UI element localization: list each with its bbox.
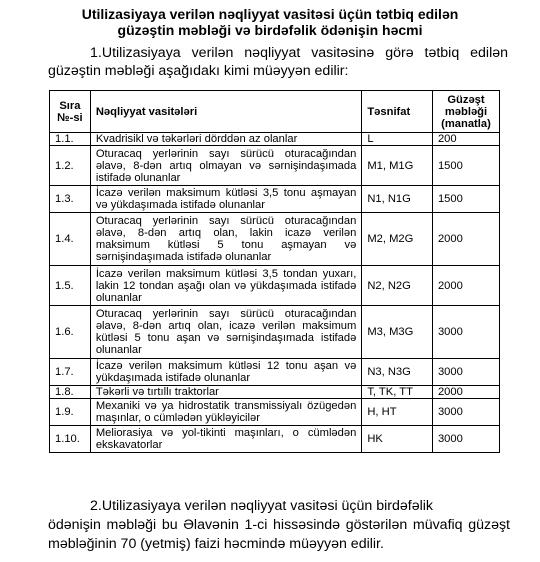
row-amount: 2000 — [432, 386, 499, 399]
row-description: Oturacaq yerlərinin sayı sürücü oturacağından əlavə, 8-dən artıq olmayan və sərnişindaşımada istifadə olunanlar — [90, 146, 362, 186]
row-number: 1.5. — [50, 266, 91, 306]
discount-table — [49, 90, 500, 453]
table-row — [50, 266, 500, 306]
row-classification: M1, M1G — [362, 146, 433, 186]
table-row — [50, 386, 500, 399]
row-number: 1.9. — [50, 399, 91, 426]
header-amount-line-2: məbləği — [444, 105, 488, 118]
header-amount-line-3: (manatla) — [441, 117, 491, 130]
row-number: 1.4. — [50, 213, 91, 266]
row-description: Oturacaq yerlərinin sayı sürücü oturacağından əlavə, 8-dən artıq olan, lakin icazə verilən maksimum kütləsi 5 tonu aşmayan və sərnişindaşımada istifadə olunanlar — [90, 213, 362, 266]
table-row — [50, 146, 500, 186]
header-number-line-1: Sıra — [59, 99, 81, 112]
row-classification: T, TK, TT — [362, 386, 433, 399]
row-number: 1.8. — [50, 386, 91, 399]
row-amount: 3000 — [432, 426, 499, 453]
row-amount: 200 — [432, 133, 499, 146]
row-amount: 3000 — [432, 399, 499, 426]
closing-text: ödənişin məbləği bu Əlavənin 1-ci hissəsində göstərilən müvafiq güzəşt məbləğinin 70 (yetmiş) faizi həcmində müəyyən edilir. — [48, 517, 510, 552]
row-description: Təkərli və tırtıllı traktorlar — [90, 386, 362, 399]
row-classification: N3, N3G — [362, 359, 433, 386]
row-number: 1.3. — [50, 186, 91, 213]
row-description: Meliorasiya və yol-tikinti maşınları, o cümlədən ekskavatorlar — [90, 426, 362, 453]
row-classification: L — [362, 133, 433, 146]
row-amount: 3000 — [432, 359, 499, 386]
table-row — [50, 186, 500, 213]
row-amount: 3000 — [432, 306, 499, 359]
row-description: İcazə verilən maksimum kütləsi 12 tonu aşan və yükdaşımada istifadə olunanlar — [90, 359, 362, 386]
row-amount: 2000 — [432, 266, 499, 306]
row-description: Mexaniki və ya hidrostatik transmissiyalı özügedən maşınlar, o cümlədən yükləyicilər — [90, 399, 362, 426]
table-row — [50, 359, 500, 386]
table-row — [50, 426, 500, 453]
row-description: İcazə verilən maksimum kütləsi 3,5 tondan yuxarı, lakin 12 tondan aşağı olan və yükdaşımada istifadə olunanlar — [90, 266, 362, 306]
table-row — [50, 133, 500, 146]
header-vehicles: Nəqliyyat vasitələri — [90, 91, 362, 133]
table-row — [50, 213, 500, 266]
row-number: 1.6. — [50, 306, 91, 359]
row-classification: M2, M2G — [362, 213, 433, 266]
header-amount-line-1: Güzəşt — [447, 93, 485, 106]
table-row — [50, 306, 500, 359]
row-amount: 1500 — [432, 186, 499, 213]
row-classification: H, HT — [362, 399, 433, 426]
header-classification: Təsnifat — [362, 91, 433, 133]
intro-line-1: 1.Utilizasiyaya verilən nəqliyyat vasitəsinə görə tətbiq edilən — [90, 45, 508, 61]
closing-line-1: 2.Utilizasiyaya verilən nəqliyyat vasitəsi üçün birdəfəlik — [90, 498, 434, 514]
table-header-row — [50, 91, 500, 133]
row-amount: 2000 — [432, 213, 499, 266]
row-description: Oturacaq yerlərinin sayı sürücü oturacağından əlavə, 8-dən artıq olan, icazə verilən maksimum kütləsi 5 tonu aşan və sərnişindaşımada istifadə olunanlar — [90, 306, 362, 359]
row-classification: M3, M3G — [362, 306, 433, 359]
header-number — [50, 91, 91, 133]
title-line-2: güzəştin məbləği və birdəfəlik ödənişin həcmi — [117, 22, 423, 38]
row-number: 1.10. — [50, 426, 91, 453]
row-description: İcazə verilən maksimum kütləsi 3,5 tonu aşmayan və yükdaşımada istifadə olunanlar — [90, 186, 362, 213]
header-amount — [432, 91, 499, 133]
intro-line-2: güzəştin məbləği aşağıdakı kimi müəyyən edilir: — [48, 63, 349, 79]
row-amount: 1500 — [432, 146, 499, 186]
row-description: Kvadrisikl və təkərləri dörddən az olanlar — [90, 133, 362, 146]
table-row — [50, 399, 500, 426]
row-classification: HK — [362, 426, 433, 453]
header-number-line-2: №-si — [57, 111, 83, 124]
closing-paragraph — [48, 497, 510, 554]
row-number: 1.2. — [50, 146, 91, 186]
row-classification: N2, N2G — [362, 266, 433, 306]
table-body — [50, 133, 500, 453]
document-title — [0, 6, 540, 38]
row-number: 1.1. — [50, 133, 91, 146]
title-line-1: Utilizasiyaya verilən nəqliyyat vasitəsi üçün tətbiq edilən — [81, 6, 459, 22]
row-number: 1.7. — [50, 359, 91, 386]
intro-paragraph — [48, 44, 508, 80]
row-classification: N1, N1G — [362, 186, 433, 213]
